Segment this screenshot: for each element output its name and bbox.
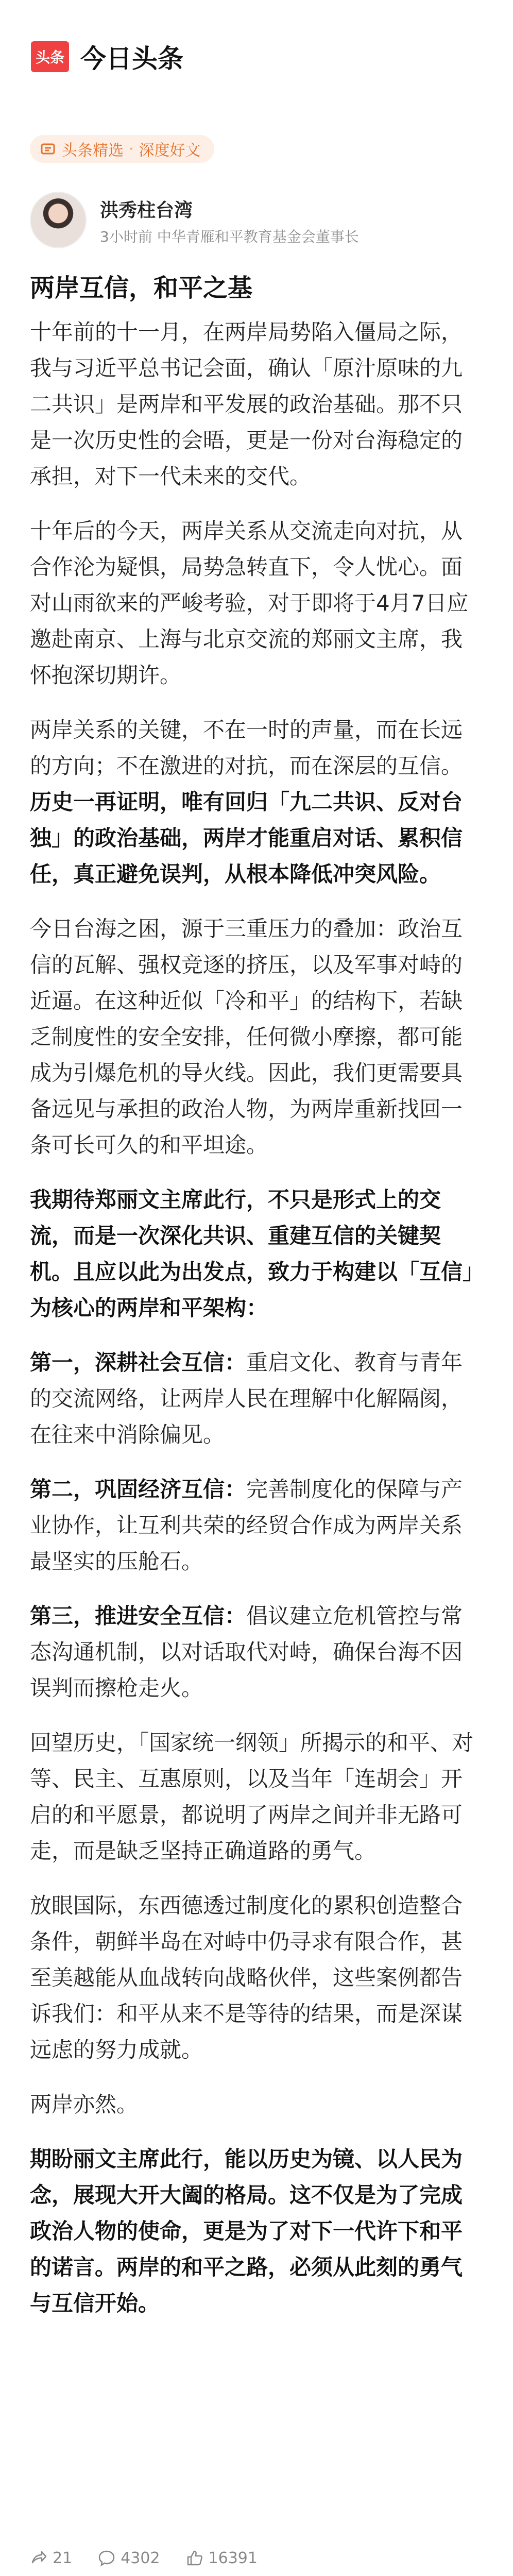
paragraph-5	[30, 1182, 483, 1326]
article-body	[30, 314, 483, 2340]
paragraph-11: 两岸亦然。	[30, 2092, 139, 2117]
point-1-text: 重启文化、教育与青年的交流网络，让两岸人民在理解中化解隔阂，在往来中消除偏见。	[30, 1350, 463, 1447]
comment-stat[interactable]	[98, 2549, 160, 2567]
point-2-heading: 第二，巩固经济互信：	[30, 1477, 247, 1502]
engagement-stats	[30, 2543, 283, 2573]
paragraph-1: 十年前的十一月，在两岸局势陷入僵局之际，我与习近平总书记会面，确认「原汁原味的九二共识」是两岸和平发展的政治基础。那不只是一次历史性的会晤，更是一份对台海稳定的承担，对下一代未来的交代。	[30, 319, 463, 489]
paragraph-12-emphasis: 期盼丽文主席此行，能以历史为镜、以人民为念，展现大开大阖的格局。这不仅是为了完成政治人物的使命，更是为了对下一代许下和平的诺言。两岸的和平之路，必须从此刻的勇气与互信开始。	[30, 2146, 463, 2316]
author-meta: 3小时前 中华青雁和平教育基金会董事长	[100, 228, 359, 245]
app-logo[interactable]: 头条	[31, 41, 69, 72]
comment-icon	[98, 2549, 115, 2567]
paragraph-12	[30, 2141, 483, 2321]
badge-separator: ·	[129, 140, 134, 158]
share-stat[interactable]	[30, 2549, 72, 2567]
paragraph-4: 今日台海之困，源于三重压力的叠加：政治互信的瓦解、强权竞逐的挤压，以及军事对峙的近逼。在这种近似「冷和平」的结构下，若缺乏制度性的安全安排，任何微小摩擦，都可能成为引爆危机的导火线。因此，我们更需要具备远见与承担的政治人物，为两岸重新找回一条可长可久的和平坦途。	[30, 916, 463, 1158]
paragraph-8	[30, 1598, 483, 1706]
paragraph-3-text: 两岸关系的关键，不在一时的声量，而在长远的方向；不在激进的对抗，而在深层的互信。	[30, 717, 463, 778]
article-title: 两岸互信，和平之基	[30, 274, 253, 302]
share-icon	[30, 2549, 47, 2567]
point-2-text: 完善制度化的保障与产业协作，让互利共荣的经贸合作成为两岸关系最坚实的压舱石。	[30, 1477, 463, 1574]
paragraph-3	[30, 712, 483, 892]
featured-icon	[39, 140, 57, 158]
featured-badge[interactable]	[30, 135, 214, 163]
point-3-text: 倡议建立危机管控与常态沟通机制，以对话取代对峙，确保台海不因误判而擦枪走火。	[30, 1603, 463, 1701]
like-count: 16391	[208, 2549, 258, 2567]
like-stat[interactable]	[186, 2549, 258, 2567]
paragraph-2: 十年后的今天，两岸关系从交流走向对抗，从合作沦为疑惧，局势急转直下，令人忧心。面对山雨欲来的严峻考验，对于即将于4月7日应邀赴南京、上海与北京交流的郑丽文主席，我怀抱深切期许。	[30, 518, 469, 688]
app-header	[0, 0, 513, 113]
point-3-heading: 第三，推进安全互信：	[30, 1603, 247, 1629]
paragraph-5-emphasis: 我期待郑丽文主席此行，不只是形式上的交流，而是一次深化共识、重建互信的关键契机。且应以此为出发点，致力于构建以「互信」为核心的两岸和平架构：	[30, 1187, 474, 1320]
share-count: 21	[53, 2549, 73, 2567]
author-avatar[interactable]	[30, 192, 87, 248]
point-1-heading: 第一，深耕社会互信：	[30, 1350, 247, 1375]
paragraph-3-emphasis: 历史一再证明，唯有回归「九二共识、反对台独」的政治基础，两岸才能重启对话、累积信任，真正避免误判，从根本降低冲突风险。	[30, 789, 463, 887]
comment-count: 4302	[121, 2549, 160, 2567]
app-name: 今日头条	[80, 44, 183, 74]
paragraph-9: 回望历史，「国家统一纲领」所揭示的和平、对等、民主、互惠原则，以及当年「连胡会」开启的和平愿景，都说明了两岸之间并非无路可走，而是缺乏坚持正确道路的勇气。	[30, 1730, 474, 1863]
author-name[interactable]: 洪秀柱台湾	[100, 200, 193, 221]
paragraph-6	[30, 1345, 483, 1453]
like-icon	[186, 2549, 203, 2567]
badge-sub-label: 深度好文	[139, 142, 201, 160]
paragraph-7	[30, 1471, 483, 1580]
paragraph-10: 放眼国际，东西德透过制度化的累积创造整合条件，朝鲜半岛在对峙中仍寻求有限合作，甚至美越能从血战转向战略伙伴，这些案例都告诉我们：和平从来不是等待的结果，而是深谋远虑的努力成就。	[30, 1893, 463, 2062]
badge-label: 头条精选	[62, 142, 124, 160]
